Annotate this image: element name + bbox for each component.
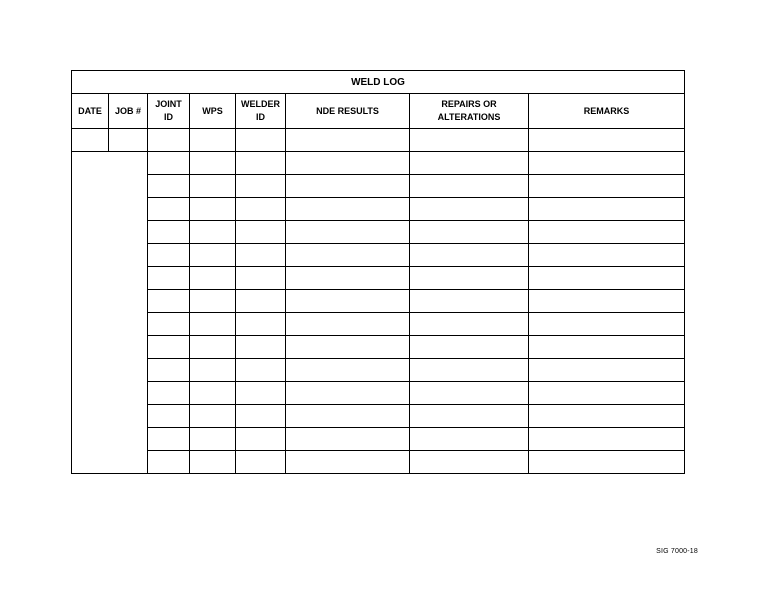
entry-cell-welder[interactable] bbox=[236, 359, 286, 382]
entry-cell-nde[interactable] bbox=[286, 313, 410, 336]
entry-cell-remarks[interactable] bbox=[529, 451, 685, 474]
entry-cell-repairs[interactable] bbox=[410, 359, 529, 382]
entry-cell-wps[interactable] bbox=[190, 129, 236, 152]
entry-cell-joint[interactable] bbox=[148, 382, 190, 405]
entry-cell-welder[interactable] bbox=[236, 198, 286, 221]
entry-cell-welder[interactable] bbox=[236, 313, 286, 336]
entry-cell-nde[interactable] bbox=[286, 290, 410, 313]
entry-cell-welder[interactable] bbox=[236, 428, 286, 451]
log-entry-row bbox=[72, 198, 685, 221]
entry-cell-repairs[interactable] bbox=[410, 405, 529, 428]
log-entry-row bbox=[72, 313, 685, 336]
weld-log-form bbox=[71, 70, 684, 478]
entry-cell-nde[interactable] bbox=[286, 198, 410, 221]
entry-cell-nde[interactable] bbox=[286, 451, 410, 474]
log-entry-row bbox=[72, 336, 685, 359]
column-header-repairs bbox=[410, 94, 529, 129]
entry-cell-nde[interactable] bbox=[286, 382, 410, 405]
log-entry-row bbox=[72, 290, 685, 313]
column-header-label: REPAIRS OR ALTERATIONS bbox=[437, 99, 501, 122]
entry-cell-remarks[interactable] bbox=[529, 244, 685, 267]
entry-cell-wps[interactable] bbox=[190, 267, 236, 290]
entry-cell-joint[interactable] bbox=[148, 313, 190, 336]
entry-cell-wps[interactable] bbox=[190, 290, 236, 313]
entry-cell-remarks[interactable] bbox=[529, 129, 685, 152]
column-header-label-2: ID bbox=[164, 112, 173, 122]
log-entry-row bbox=[72, 451, 685, 474]
entry-cell-joint[interactable] bbox=[148, 290, 190, 313]
entry-cell-nde[interactable] bbox=[286, 244, 410, 267]
entry-cell-repairs[interactable] bbox=[410, 198, 529, 221]
entry-cell-job[interactable] bbox=[109, 129, 148, 152]
column-header-date bbox=[72, 94, 109, 129]
entry-cell-wps[interactable] bbox=[190, 244, 236, 267]
entry-cell-remarks[interactable] bbox=[529, 221, 685, 244]
form-code: SIG 7000-18 bbox=[656, 548, 698, 555]
entry-cell-wps[interactable] bbox=[190, 336, 236, 359]
entry-cell-repairs[interactable] bbox=[410, 152, 529, 175]
entry-cell-remarks[interactable] bbox=[529, 290, 685, 313]
entry-cell-remarks[interactable] bbox=[529, 336, 685, 359]
entry-cell-nde[interactable] bbox=[286, 267, 410, 290]
entry-cell-wps[interactable] bbox=[190, 382, 236, 405]
weld-log-table bbox=[71, 70, 685, 474]
entry-cell-remarks[interactable] bbox=[529, 152, 685, 175]
log-entry-row bbox=[72, 405, 685, 428]
entry-cell-nde[interactable] bbox=[286, 221, 410, 244]
column-header-welder bbox=[236, 94, 286, 129]
entry-cell-wps[interactable] bbox=[190, 221, 236, 244]
entry-cell-joint[interactable] bbox=[148, 428, 190, 451]
entry-cell-joint[interactable] bbox=[148, 152, 190, 175]
column-header-label: JOB # bbox=[114, 105, 141, 116]
entry-cell-nde[interactable] bbox=[286, 359, 410, 382]
column-header-label: WPS bbox=[202, 105, 223, 116]
column-header-wps bbox=[190, 94, 236, 129]
entry-cell-repairs[interactable] bbox=[410, 336, 529, 359]
entry-cell-repairs[interactable] bbox=[410, 129, 529, 152]
entry-cell-welder[interactable] bbox=[236, 129, 286, 152]
entry-cell-wps[interactable] bbox=[190, 175, 236, 198]
entry-cell-nde[interactable] bbox=[286, 405, 410, 428]
entry-cell-joint[interactable] bbox=[148, 336, 190, 359]
entry-cell-joint[interactable] bbox=[148, 267, 190, 290]
column-header-label: WELDER bbox=[241, 99, 280, 109]
log-entry-row bbox=[72, 129, 685, 152]
entry-cell-repairs[interactable] bbox=[410, 382, 529, 405]
entry-cell-welder[interactable] bbox=[236, 336, 286, 359]
entry-cell-remarks[interactable] bbox=[529, 198, 685, 221]
entry-cell-nde[interactable] bbox=[286, 129, 410, 152]
entry-cell-nde[interactable] bbox=[286, 175, 410, 198]
column-header-job bbox=[109, 94, 148, 129]
log-entry-row bbox=[72, 428, 685, 451]
entry-cell-welder[interactable] bbox=[236, 267, 286, 290]
entry-cell-wps[interactable] bbox=[190, 313, 236, 336]
entry-cell-welder[interactable] bbox=[236, 451, 286, 474]
column-header-label: NDE RESULTS bbox=[316, 105, 379, 116]
entry-cell-remarks[interactable] bbox=[529, 359, 685, 382]
entry-cell-joint[interactable] bbox=[148, 198, 190, 221]
log-entry-row bbox=[72, 244, 685, 267]
entry-cell-repairs[interactable] bbox=[410, 175, 529, 198]
log-entry-row bbox=[72, 359, 685, 382]
entry-cell-joint[interactable] bbox=[148, 359, 190, 382]
entry-cell-repairs[interactable] bbox=[410, 267, 529, 290]
entry-cell-joint[interactable] bbox=[148, 405, 190, 428]
column-header-label: REMARKS bbox=[583, 105, 630, 116]
entry-cell-date[interactable] bbox=[72, 129, 109, 152]
entry-cell-joint[interactable] bbox=[148, 129, 190, 152]
entry-cell-remarks[interactable] bbox=[529, 428, 685, 451]
log-entry-row bbox=[72, 221, 685, 244]
entry-cell-welder[interactable] bbox=[236, 152, 286, 175]
entry-cell-repairs[interactable] bbox=[410, 290, 529, 313]
entry-cell-wps[interactable] bbox=[190, 359, 236, 382]
entry-cell-welder[interactable] bbox=[236, 221, 286, 244]
entry-cell-welder[interactable] bbox=[236, 290, 286, 313]
column-header-label-2: ID bbox=[256, 112, 265, 122]
entry-cell-wps[interactable] bbox=[190, 428, 236, 451]
entry-cell-welder[interactable] bbox=[236, 382, 286, 405]
entry-cell-wps[interactable] bbox=[190, 152, 236, 175]
entry-cell-remarks[interactable] bbox=[529, 405, 685, 428]
entry-cell-welder[interactable] bbox=[236, 175, 286, 198]
entry-cell-joint[interactable] bbox=[148, 244, 190, 267]
column-header-label: JOINT bbox=[155, 99, 182, 109]
entry-cell-joint[interactable] bbox=[148, 451, 190, 474]
entry-cell-wps[interactable] bbox=[190, 451, 236, 474]
column-header-joint bbox=[148, 94, 190, 129]
entry-cell-remarks[interactable] bbox=[529, 382, 685, 405]
entry-cell-remarks[interactable] bbox=[529, 267, 685, 290]
form-title: WELD LOG bbox=[72, 71, 685, 94]
entry-cell-remarks[interactable] bbox=[529, 313, 685, 336]
column-header-nde bbox=[286, 94, 410, 129]
merged-date-job-cell[interactable] bbox=[72, 152, 148, 474]
entry-cell-repairs[interactable] bbox=[410, 313, 529, 336]
entry-cell-nde[interactable] bbox=[286, 152, 410, 175]
entry-cell-nde[interactable] bbox=[286, 336, 410, 359]
entry-cell-wps[interactable] bbox=[190, 405, 236, 428]
entry-cell-repairs[interactable] bbox=[410, 244, 529, 267]
log-entry-row bbox=[72, 267, 685, 290]
entry-cell-remarks[interactable] bbox=[529, 175, 685, 198]
column-header-label: DATE bbox=[78, 105, 102, 116]
entry-cell-wps[interactable] bbox=[190, 198, 236, 221]
entry-cell-repairs[interactable] bbox=[410, 221, 529, 244]
entry-cell-welder[interactable] bbox=[236, 244, 286, 267]
entry-cell-repairs[interactable] bbox=[410, 428, 529, 451]
entry-cell-repairs[interactable] bbox=[410, 451, 529, 474]
entry-cell-nde[interactable] bbox=[286, 428, 410, 451]
log-entry-row bbox=[72, 382, 685, 405]
entry-cell-welder[interactable] bbox=[236, 405, 286, 428]
entry-cell-joint[interactable] bbox=[148, 175, 190, 198]
entry-cell-joint[interactable] bbox=[148, 221, 190, 244]
log-entry-row bbox=[72, 152, 685, 175]
log-entry-row bbox=[72, 175, 685, 198]
column-header-remarks bbox=[529, 94, 685, 129]
